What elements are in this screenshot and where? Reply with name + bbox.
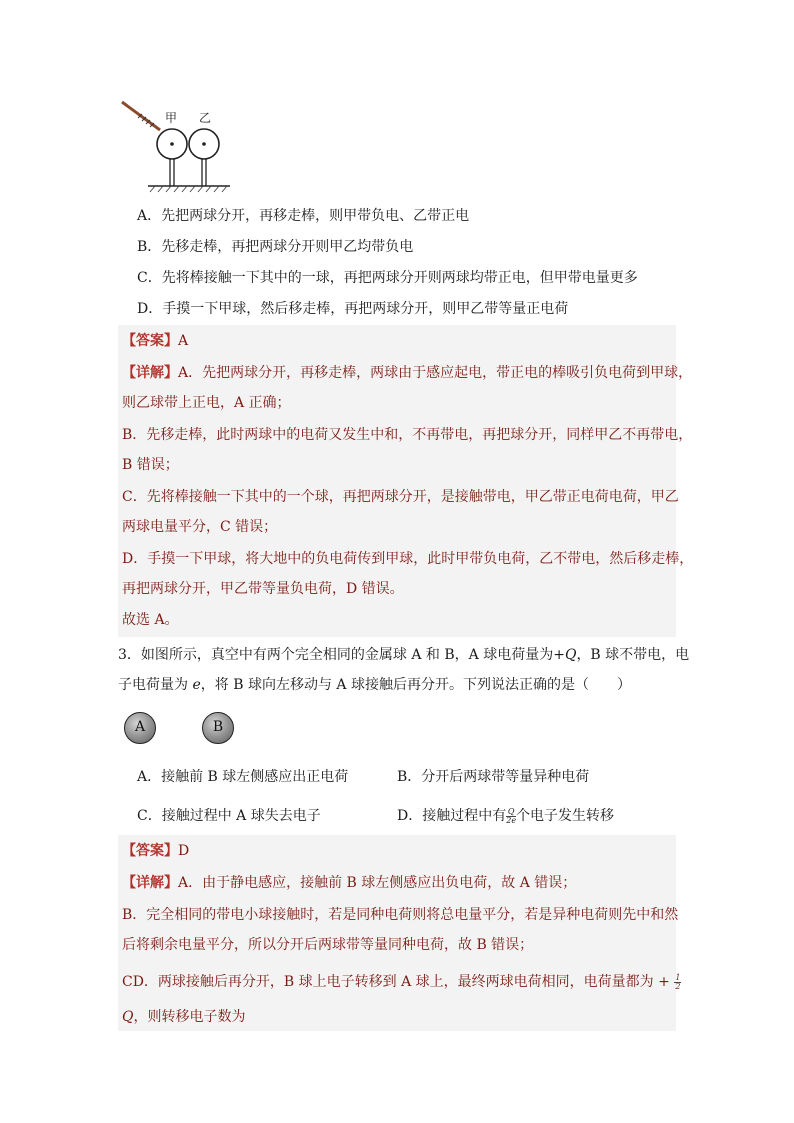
q2-answer: 【答案】A (122, 333, 189, 349)
q3-detail-line: Q，则转移电子数为 (122, 1009, 246, 1025)
q3-option-c: C．接触过程中 A 球失去电子 (137, 808, 321, 824)
label-yi: 乙 (199, 111, 212, 125)
fraction-q-over-2e: $\frac{Q}{2e}$ (506, 806, 517, 825)
q2-option-a: A．先把两球分开，再移走棒，则甲带负电、乙带正电 (137, 208, 470, 224)
q2-detail-line: 两球电量平分，C 错误； (122, 519, 278, 535)
q2-answer-box (118, 325, 694, 637)
q3-detail-line: B．完全相同的带电小球接触时，若是同种电荷则将总电量平分，若是异种电荷则先中和然 (122, 907, 679, 923)
q3-detail-line: CD．两球接触后再分开，B 球上电子转移到 A 球上，最终两球电荷相同，电荷量都为 + $\frac{1}{2}$ (122, 972, 681, 991)
q2-option-c: C．先将棒接触一下其中的一球，再把两球分开则两球均带正电，但甲带电量更多 (137, 270, 638, 286)
q3-answer: 【答案】D (122, 843, 190, 859)
q3-option-d: D．接触过程中有 $\frac{Q}{2e}$ 个电子发生转移 (397, 806, 615, 825)
q2-detail-line: B．先移走棒，此时两球中的电荷又发生中和，不再带电，再把球分开，同样甲乙不再带电， (122, 427, 693, 443)
rod (122, 102, 160, 130)
ball-a: A (124, 712, 156, 744)
q2-option-d: D．手摸一下甲球，然后移走棒，再把两球分开，则甲乙带等量正电荷 (137, 301, 569, 317)
q2-detail-line: 【详解】A．先把两球分开，再移走棒，两球由于感应起电，带正电的棒吸引负电荷到甲球， (122, 365, 693, 381)
q2-conclusion: 故选 A。 (122, 612, 179, 628)
q3-stem-line-1: 3．如图所示，真空中有两个完全相同的金属球 A 和 B，A 球电荷量为+Q，B 球不带电，电 (118, 647, 690, 663)
q3-detail-line: 后将剩余电量平分，所以分开后两球带等量同种电荷，故 B 错误； (122, 937, 534, 953)
ball-b: B (202, 712, 234, 744)
label-jia: 甲 (165, 111, 178, 125)
q2-answer-value: A (178, 333, 189, 349)
fraction-one-half: $\frac{1}{2}$ (675, 972, 681, 991)
charged-rod-two-spheres-figure (118, 96, 238, 200)
q2-detail-line: B 错误； (122, 457, 179, 473)
q2-detail-line: 再把两球分开，甲乙带等量负电荷，D 错误。 (122, 581, 404, 597)
q2-detail-line: 则乙球带上正电，A 正确； (122, 395, 291, 411)
q3-answer-box (118, 835, 681, 1031)
q2-option-b: B．先移走棒，再把两球分开则甲乙均带负电 (137, 239, 414, 255)
q2-detail-line: D．手摸一下甲球，将大地中的负电荷传到甲球，此时甲带负电荷，乙不带电，然后移走棒， (122, 551, 694, 567)
q3-option-b: B．分开后两球带等量异种电荷 (397, 769, 590, 785)
q2-detail-line: C．先将棒接触一下其中的一个球，再把两球分开，是接触带电，甲乙带正电荷电荷，甲乙 (122, 489, 679, 505)
q3-answer-value: D (178, 843, 190, 859)
q3-stem-line-2: 子电荷量为 e，将 B 球向左移动与 A 球接触后再分开。下列说法正确的是（ ） (118, 677, 631, 693)
q3-option-a: A．接触前 B 球左侧感应出正电荷 (137, 769, 349, 785)
q3-detail-line: 【详解】A．由于静电感应，接触前 B 球左侧感应出负电荷，故 A 错误； (122, 875, 577, 891)
